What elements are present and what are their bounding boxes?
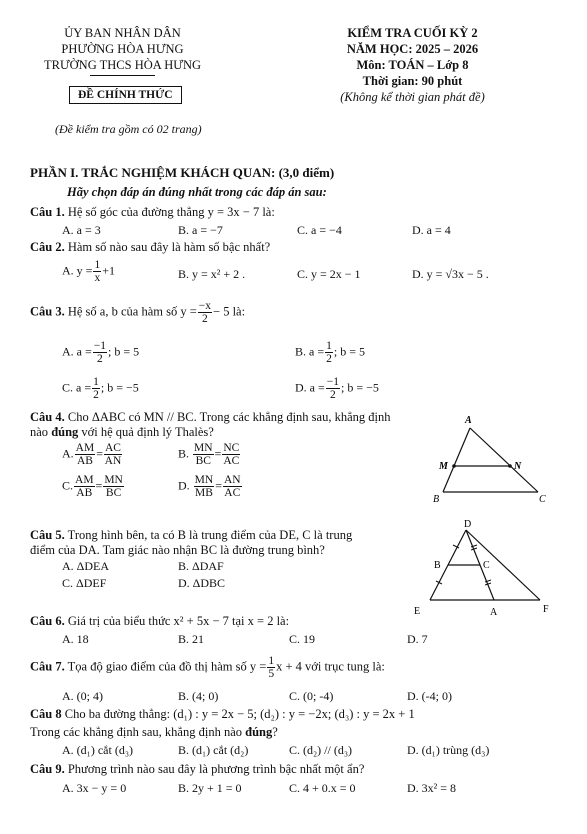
q4-option-a: A. $\frac{AM}{AB}$ = $\frac{AC}{AN}$ bbox=[62, 442, 122, 467]
question-7: Câu 7. Tọa độ giao điểm của đồ thị hàm số y = $\frac{1}{5}$ x + 4 với trục tung là: bbox=[30, 655, 385, 680]
q2-option-a: A. y = $\frac{1}{x}$ +1 bbox=[62, 259, 115, 284]
q9-option-b: B. 2y + 1 = 0 bbox=[178, 781, 242, 795]
exam-title: KIỂM TRA CUỐI KỲ 2 bbox=[347, 26, 478, 40]
q8-option-a: A. (d₁) cắt (d₃) bbox=[62, 743, 134, 757]
question-label: Câu 3. bbox=[30, 304, 65, 319]
authority-line-1: ỦY BAN NHÂN DÂN bbox=[64, 26, 181, 40]
q5-option-d: D. ΔDBC bbox=[178, 576, 226, 590]
q1-option-b: B. a = −7 bbox=[178, 223, 223, 237]
question-8-line-2: Trong các khẳng định sau, khẳng định nào đúng? bbox=[30, 725, 278, 739]
q3-option-c: C. a = $\frac{1}{2}$ ; b = −5 bbox=[62, 376, 139, 401]
question-6 bbox=[30, 614, 289, 629]
question-label: Câu 6. bbox=[30, 614, 65, 628]
subject: Môn: TOÁN – Lớp 8 bbox=[356, 58, 469, 72]
vertex-label-c: C bbox=[483, 560, 490, 571]
authority-line-2: PHƯỜNG HÒA HƯNG bbox=[61, 42, 184, 56]
vertex-label-c: C bbox=[539, 494, 546, 505]
question-1 bbox=[30, 205, 275, 220]
question-4-line-2: nào đúng với hệ quả định lý Thalès? bbox=[30, 425, 214, 439]
question-text: Hệ số góc của đường thẳng y = 3x − 7 là: bbox=[67, 205, 275, 219]
question-label: Câu 7. bbox=[30, 659, 65, 674]
q6-option-d: D. 7 bbox=[407, 632, 428, 646]
q2-option-b: B. y = x² + 2 . bbox=[178, 267, 246, 281]
q7-option-d: D. (-4; 0) bbox=[407, 689, 452, 703]
question-label: Câu 2. bbox=[30, 240, 65, 254]
q5-option-b: B. ΔDAF bbox=[178, 559, 224, 573]
section-instruction: Hãy chọn đáp án đúng nhất trong các đáp án sau: bbox=[67, 185, 327, 199]
question-9 bbox=[30, 762, 364, 777]
q9-option-d: D. 3x² = 8 bbox=[407, 781, 457, 795]
q2-option-d: D. y = √3x − 5 . bbox=[412, 267, 489, 281]
question-text: Giá trị của biểu thức x² + 5x − 7 tại x = 2 là: bbox=[67, 614, 290, 628]
question-label: Câu 4. bbox=[30, 410, 65, 424]
question-5-line-2: điểm của DA. Tam giác nào nhận BC là đường trung bình? bbox=[30, 543, 325, 557]
question-text: Cho ba đường thẳng: (d₁) : y = 2x − 5; (d₂) : y = −2x; (d₃) : y = 2x + 1 bbox=[64, 707, 415, 721]
school-underline bbox=[90, 75, 155, 76]
q4-option-d: D. $\frac{MN}{MB}$ = $\frac{AN}{AC}$ bbox=[178, 474, 241, 499]
q7-option-b: B. (4; 0) bbox=[178, 689, 219, 703]
q1-option-d: D. a = 4 bbox=[412, 223, 451, 237]
question-8 bbox=[30, 707, 415, 722]
pages-note: (Đề kiểm tra gồm có 02 trang) bbox=[55, 122, 202, 136]
q8-option-b: B. (d₁) cắt (d₂) bbox=[178, 743, 249, 757]
q5-option-a: A. ΔDEA bbox=[62, 559, 110, 573]
q9-option-a: A. 3x − y = 0 bbox=[62, 781, 127, 795]
question-text: Phương trình nào sau đây là phương trình bậc nhất một ẩn? bbox=[67, 762, 365, 776]
section-title: PHẦN I. TRẮC NGHIỆM KHÁCH QUAN: (3,0 điểm) bbox=[30, 165, 335, 180]
q3-option-b: B. a = $\frac{1}{2}$ ; b = 5 bbox=[295, 340, 365, 365]
question-label: Câu 8 bbox=[30, 707, 62, 721]
q8-option-c: C. (d₂) // (d₃) bbox=[289, 743, 353, 757]
triangle-mn-figure bbox=[425, 410, 555, 505]
question-2 bbox=[30, 240, 270, 255]
duration: Thời gian: 90 phút bbox=[362, 74, 463, 88]
q7-option-c: C. (0; -4) bbox=[289, 689, 334, 703]
q2-option-c: C. y = 2x − 1 bbox=[297, 267, 361, 281]
q4-option-b: B. $\frac{MN}{BC}$ = $\frac{NC}{AC}$ bbox=[178, 442, 240, 467]
q6-option-c: C. 19 bbox=[289, 632, 316, 646]
school-name: TRƯỜNG THCS HÒA HƯNG bbox=[43, 58, 202, 72]
question-text: Hàm số nào sau đây là hàm số bậc nhất? bbox=[67, 240, 271, 254]
vertex-label-n: N bbox=[514, 461, 522, 472]
question-5-line-1: Câu 5. Trong hình bên, ta có B là trung điểm của DE, C là trung bbox=[30, 528, 353, 542]
midline-triangle-figure bbox=[410, 518, 560, 628]
vertex-label-m: M bbox=[439, 461, 448, 472]
q5-option-c: C. ΔDEF bbox=[62, 576, 107, 590]
q1-option-c: C. a = −4 bbox=[297, 223, 342, 237]
duration-note: (Không kể thời gian phát đề) bbox=[340, 90, 485, 104]
q9-option-c: C. 4 + 0.x = 0 bbox=[289, 781, 356, 795]
q7-option-a: A. (0; 4) bbox=[62, 689, 103, 703]
official-stamp: ĐỀ CHÍNH THỨC bbox=[69, 86, 182, 104]
q6-option-a: A. 18 bbox=[62, 632, 89, 646]
q3-option-d: D. a = $\frac{-1}{2}$ ; b = −5 bbox=[295, 376, 379, 401]
vertex-label-d: D bbox=[464, 519, 472, 530]
q4-option-c: C. $\frac{AM}{AB}$ = $\frac{MN}{BC}$ bbox=[62, 474, 123, 499]
vertex-label-a: A bbox=[490, 607, 498, 618]
vertex-label-b: B bbox=[433, 494, 440, 505]
question-label: Câu 1. bbox=[30, 205, 65, 219]
q3-option-a: A. a = $\frac{-1}{2}$ ; b = 5 bbox=[62, 340, 140, 365]
question-4-line-1: Câu 4. Cho ΔABC có MN // BC. Trong các khẳng định sau, khẳng định bbox=[30, 410, 391, 424]
q1-option-a: A. a = 3 bbox=[62, 223, 101, 237]
vertex-label-f: F bbox=[543, 604, 549, 615]
question-3: Câu 3. Hệ số a, b của hàm số y = $\frac{-x}{2}$ − 5 là: bbox=[30, 300, 246, 325]
vertex-label-a: A bbox=[465, 415, 472, 426]
question-label: Câu 9. bbox=[30, 762, 65, 776]
school-year: NĂM HỌC: 2025 – 2026 bbox=[346, 42, 479, 56]
q8-option-d: D. (d₁) trùng (d₃) bbox=[407, 743, 490, 757]
q6-option-b: B. 21 bbox=[178, 632, 205, 646]
vertex-label-b: B bbox=[434, 560, 441, 571]
vertex-label-e: E bbox=[414, 606, 421, 617]
question-label: Câu 5. bbox=[30, 528, 65, 542]
